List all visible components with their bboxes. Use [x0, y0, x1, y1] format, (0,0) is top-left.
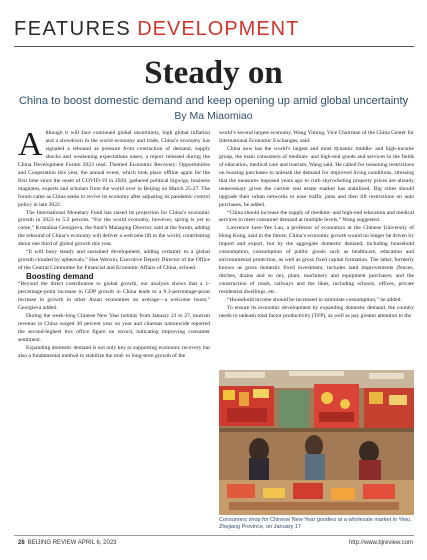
- paragraph: “Beyond the direct contribution to global growth, our analysis shows that a 1-percentage-point increase in GDP growth in China leads to a 0.3-percentage-point increase in growth in other Asian economies on average—a welcome boost,” Georgieva added.: [18, 281, 210, 311]
- paragraph: “China should increase the supply of medium- and high-end education and medical services to meet consumer demand at multiple levels,” Wang suggested.: [219, 209, 414, 224]
- footer-rule: [14, 535, 414, 536]
- page-number: 28: [18, 540, 25, 546]
- market-photo-illustration: [219, 370, 414, 515]
- subsection-label: DEVELOPMENT: [137, 18, 300, 40]
- publication-info: BEIJING REVIEW APRIL 6, 2023: [27, 540, 117, 546]
- paragraph: During the week-long Chinese New Year holiday from January 21 to 27, tourism revenue in China surged 30 percent year on year and cinemas nationwide reported the second-highest box office figure on record, indicating improving consumer sentiment.: [18, 312, 210, 343]
- paragraph: “Household income should be increased to stimulate consumption,” he added.: [227, 297, 402, 304]
- paragraph: Lawrence Juen-Yee Lau, a professor of economics at the Chinese University of Hong Kong, said in the future, China’s economic growth would no longer be driven by import and export, but by the aggregate domestic demand, including household consumption, consumption of public goods such as healthcare, education and environmental protection, as well as gross fixed capital formation. The latter, formerly known as gross domestic fixed investment, includes land improvements (fences, ditches, drains and so on), plant, machinery and equipment purchases; and the construction of roads, railways and the likes, including schools, offices, private residential dwellings, etc.: [219, 225, 414, 296]
- paragraph: China now has the world’s largest and most dynamic middle- and high-income group, the main consumers of medium- and high-end goods and services in the fields of education, medical care and tourism, Wang said. He called for loosening restrictions on housing purchases to unleash the demand for improved living conditions, stressing that the measures imposed years ago to curb skyrocketing property prices are already unnecessary given the current real estate market has stabilized. Big cities should upgrade their urban networks to ease traffic jams and then lift restrictions on auto purchases, he added.: [219, 145, 414, 208]
- article-title: Steady on: [144, 55, 283, 91]
- text-column-left: [18, 126, 211, 361]
- page-footer: [18, 540, 117, 546]
- market-photo: [219, 370, 414, 515]
- byline: By Ma Miaomiao: [174, 110, 253, 122]
- section-label: FEATURES: [14, 18, 132, 40]
- paragraph: world’s second largest economy, Wang Yiming, Vice Chairman of the China Center for International Economic Exchanges, said.: [219, 130, 414, 144]
- subheading: Boosting demand: [26, 272, 94, 282]
- article-subtitle: China to boost domestic demand and keep opening up amid global uncertainty: [18, 95, 409, 107]
- paragraph: To ensure its economic development by expanding domestic demand, the country needs to unleash total factor productivity (TFP), as well as pay greater attention to the: [219, 304, 414, 319]
- text-column-right: [219, 130, 414, 321]
- photo-caption: Consumers shop for Chinese New Year goodies at a wholesale market in Yiwu, Zhejiang Province, on January 17: [219, 517, 412, 530]
- drop-cap: A: [18, 126, 43, 163]
- paragraph: Although it will face continued global uncertainty, high global inflation and a slowdown in the world economy and trade, China’s economy has signaled a rebound as pressure from contraction of demand, supply shocks and weakening expectations eases, a report released during the China Development Forum 2023 read. Themed Economic Recovery: Opportunities and Cooperation this year, the annual event, which took place offline again for the first time since the onset of COVID-19 in 2020, gathered political bigwigs, business magnates, experts and scholars from the world over in Beijing on March 25-27. The forum came as China seeks to revive its economy after adjusting its pandemic control policy in late 2022.: [18, 126, 210, 208]
- header-rule: [14, 46, 414, 47]
- section-header: [14, 18, 414, 42]
- paragraph: Expanding domestic demand is not only key to supporting economic recovery but also a fundamental method to stabilize the mid- to long-term growth of the: [18, 344, 210, 359]
- paragraph: The International Monetary Fund has raised its projection for China’s economic growth in 2023 to 5.2 percent. “For the world economy, however, spring is yet to come,” Kristalina Georgieva, the fund’s Managing Director, said at the forum, adding the rebound of China’s economy will deliver a welcome lift to the world, contributing about one third of global growth this year.: [18, 209, 211, 248]
- paragraph: “It will buoy steady and sustained development, adding certainty to a global growth clouded by upheavals,” Han Wenxiu, Executive Deputy Director of the Office of the Central Committee for Financial and Economic Affairs of China, echoed.: [18, 249, 210, 272]
- footer-url[interactable]: http://www.bjreview.com: [348, 540, 413, 546]
